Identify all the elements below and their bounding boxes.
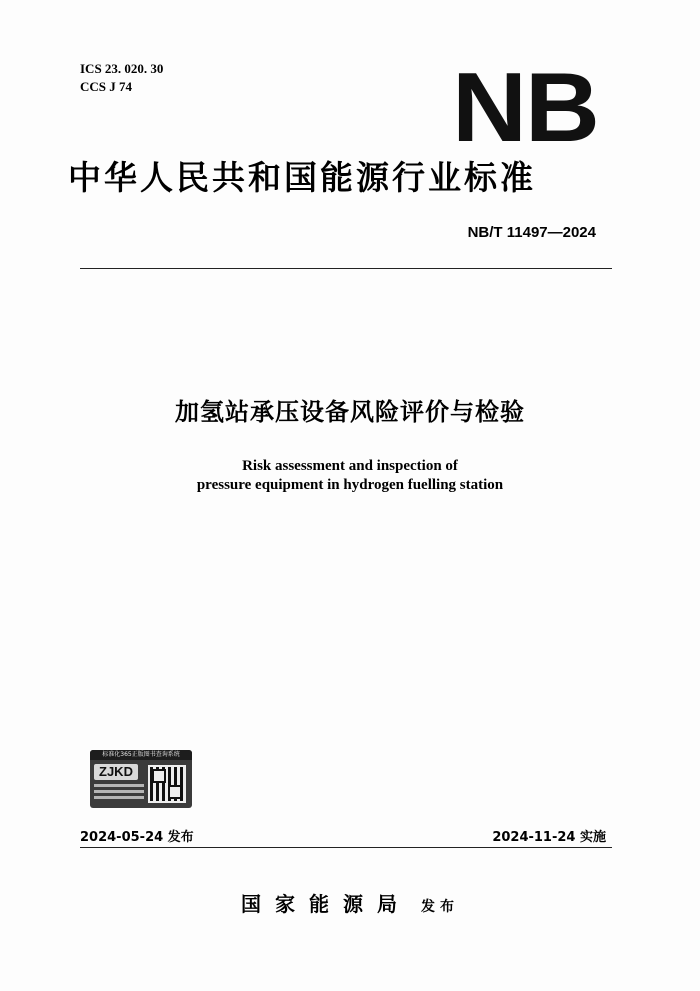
anti-counterfeit-sticker	[90, 750, 192, 808]
top-divider	[80, 268, 612, 269]
title-english	[0, 457, 700, 495]
title-chinese: 加氢站承压设备风险评价与检验	[175, 398, 525, 426]
title-english-line-2: pressure equipment in hydrogen fuelling station	[196, 477, 504, 493]
sticker-text-lines	[94, 784, 144, 802]
publisher-name: 国家能源局	[241, 892, 411, 916]
bottom-divider	[80, 847, 612, 848]
ics-code: ICS 23. 020. 30	[80, 61, 164, 76]
classification-codes	[80, 60, 163, 96]
nb-logo: NB	[452, 52, 598, 162]
sticker-logo: ZJKD	[94, 764, 138, 780]
title-english-line-1: Risk assessment and inspection of	[242, 458, 458, 474]
ccs-code: CCS J 74	[80, 79, 133, 94]
qr-code-icon	[148, 765, 186, 803]
publisher-action: 发布	[421, 899, 459, 915]
publisher-line	[0, 888, 700, 917]
implementation-date: 2024-11-24 实施	[492, 830, 606, 845]
standard-number: NB/T 11497—2024	[467, 224, 596, 241]
issue-date: 2024-05-24 发布	[80, 830, 194, 845]
standard-type-heading: 中华人民共和国能源行业标准	[68, 158, 536, 197]
sticker-caption: 标准化365正版图书查询系统	[90, 750, 192, 760]
